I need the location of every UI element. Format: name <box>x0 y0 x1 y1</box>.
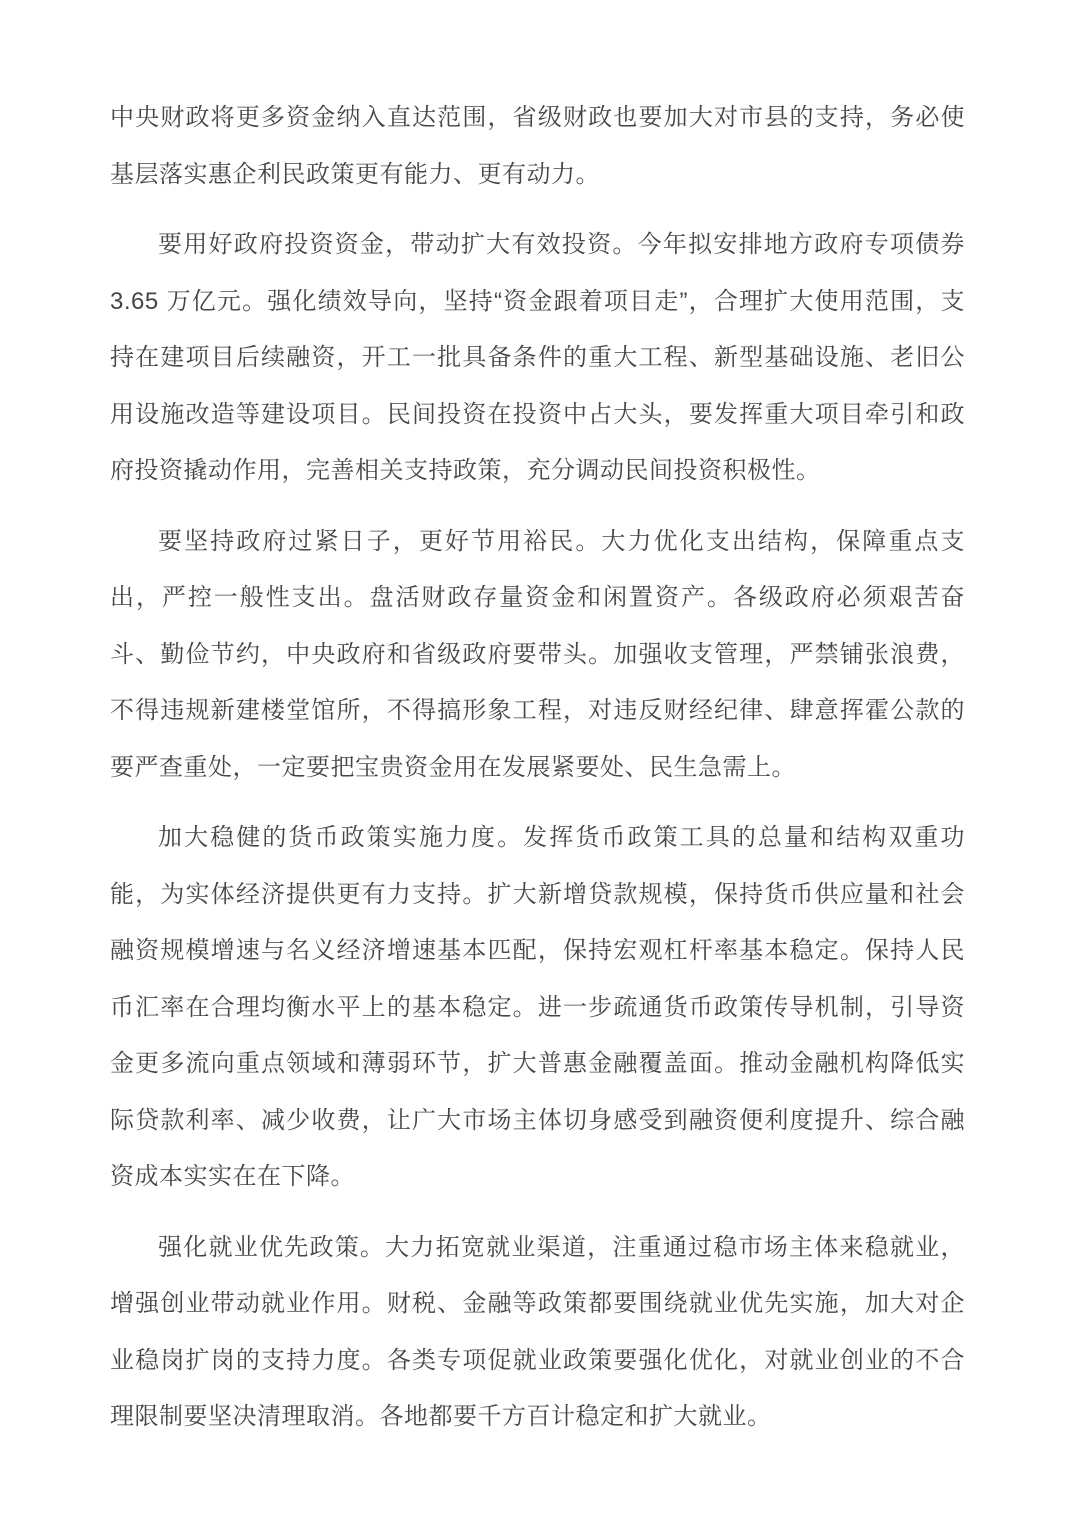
paragraph-fiscal-direct-funds: 中央财政将更多资金纳入直达范围，省级财政也要加大对市县的支持，务必使基层落实惠企利民政策更有能力、更有动力。 <box>110 104 965 188</box>
paragraph-government-investment: 要用好政府投资资金，带动扩大有效投资。今年拟安排地方政府专项债券 3.65 万亿元。强化绩效导向，坚持“资金跟着项目走”，合理扩大使用范围，支持在建项目后续融资，开工一批具备条件的重大工程、新型基础设施、老旧公用设施改造等建设项目。民间投资在投资中占大头，要发挥重大项目牵引和政府投资撬动作用，完善相关支持政策，充分调动民间投资积极性。 <box>110 231 965 484</box>
document-body <box>110 90 965 1446</box>
paragraph-tight-budget: 要坚持政府过紧日子，更好节用裕民。大力优化支出结构，保障重点支出，严控一般性支出。盘活财政存量资金和闲置资产。各级政府必须艰苦奋斗、勤俭节约，中央政府和省级政府要带头。加强收支管理，严禁铺张浪费，不得违规新建楼堂馆所，不得搞形象工程，对违反财经纪律、肆意挥霍公款的要严查重处，一定要把宝贵资金用在发展紧要处、民生急需上。 <box>110 527 965 781</box>
paragraph-monetary-policy: 加大稳健的货币政策实施力度。发挥货币政策工具的总量和结构双重功能，为实体经济提供更有力支持。扩大新增贷款规模，保持货币供应量和社会融资规模增速与名义经济增速基本匹配，保持宏观杠杆率基本稳定。保持人民币汇率在合理均衡水平上的基本稳定。进一步疏通货币政策传导机制，引导资金更多流向重点领域和薄弱环节，扩大普惠金融覆盖面。推动金融机构降低实际贷款利率、减少收费，让广大市场主体切身感受到融资便利度提升、综合融资成本实实在在下降。 <box>110 824 965 1190</box>
paragraph-employment-policy: 强化就业优先政策。大力拓宽就业渠道，注重通过稳市场主体来稳就业，增强创业带动就业作用。财税、金融等政策都要围绕就业优先实施，加大对企业稳岗扩岗的支持力度。各类专项促就业政策要强化优化，对就业创业的不合理限制要坚决清理取消。各地都要千方百计稳定和扩大就业。 <box>110 1233 965 1430</box>
